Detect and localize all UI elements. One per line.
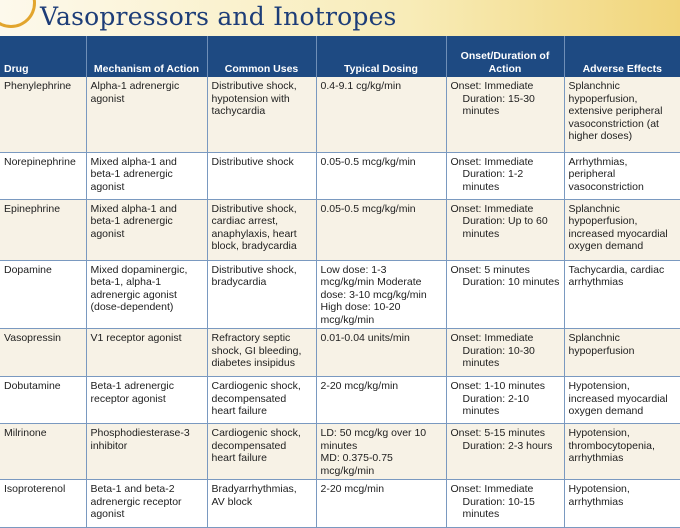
- cell-dosing: 2-20 mcg/min: [316, 480, 446, 528]
- column-header-adverse: Adverse Effects: [564, 36, 680, 77]
- cell-mechanism: Beta-1 adrenergic receptor agonist: [86, 377, 207, 424]
- cell-onset: [446, 199, 564, 260]
- cell-adverse: Tachycardia, cardiac arrhythmias: [564, 260, 680, 329]
- cell-onset: [446, 480, 564, 528]
- cell-drug: Isoproterenol: [0, 480, 86, 528]
- title-bar: [0, 0, 680, 36]
- table-row: [0, 77, 680, 152]
- cell-onset: [446, 152, 564, 199]
- duration-text: Duration: Up to 60 minutes: [462, 215, 548, 240]
- cell-dosing: [316, 424, 446, 480]
- cell-uses: Bradyarrhythmias, AV block: [207, 480, 316, 528]
- cell-onset: [446, 77, 564, 152]
- cell-drug: Phenylephrine: [0, 77, 86, 152]
- cell-adverse: Hypotension, arrhythmias: [564, 480, 680, 528]
- cell-drug: Epinephrine: [0, 199, 86, 260]
- cell-adverse: Splanchnic hypoperfusion, increased myocardial oxygen demand: [564, 199, 680, 260]
- cell-mechanism: Beta-1 and beta-2 adrenergic receptor agonist: [86, 480, 207, 528]
- cell-drug: Norepinephrine: [0, 152, 86, 199]
- cell-uses: Distributive shock, bradycardia: [207, 260, 316, 329]
- table-row: [0, 377, 680, 424]
- cell-dosing: 2-20 mcg/kg/min: [316, 377, 446, 424]
- cell-dosing: 0.4-9.1 cg/kg/min: [316, 77, 446, 152]
- onset-text: Onset: Immediate: [450, 80, 534, 92]
- table-row: [0, 424, 680, 480]
- column-header-uses: Common Uses: [207, 36, 316, 77]
- cell-mechanism: Mixed alpha-1 and beta-1 adrenergic agonist: [86, 152, 207, 199]
- cell-onset: [446, 377, 564, 424]
- cell-drug: Dobutamine: [0, 377, 86, 424]
- cell-drug: Milrinone: [0, 424, 86, 480]
- column-header-dosing: Typical Dosing: [316, 36, 446, 77]
- onset-text: Onset: 5-15 minutes: [450, 427, 546, 439]
- cell-adverse: Hypotension, thrombocytopenia, arrhythmias: [564, 424, 680, 480]
- cell-mechanism: Alpha-1 adrenergic agonist: [86, 77, 207, 152]
- decorative-swoosh: [0, 0, 36, 28]
- cell-onset: [446, 329, 564, 377]
- duration-text: Duration: 2-3 hours: [462, 439, 553, 452]
- cell-uses: Distributive shock, cardiac arrest, anaphylaxis, heart block, bradycardia: [207, 199, 316, 260]
- table-row: [0, 480, 680, 528]
- table-row: [0, 152, 680, 199]
- cell-adverse: Splanchnic hypoperfusion: [564, 329, 680, 377]
- table-row: [0, 329, 680, 377]
- cell-uses: Distributive shock: [207, 152, 316, 199]
- cell-uses: Distributive shock, hypotension with tachycardia: [207, 77, 316, 152]
- onset-text: Onset: 5 minutes: [450, 263, 530, 276]
- duration-text: Duration: 10-30 minutes: [462, 344, 535, 369]
- cell-onset: [446, 260, 564, 329]
- cell-uses: Cardiogenic shock, decompensated heart failure: [207, 424, 316, 480]
- onset-text: Onset: Immediate: [450, 483, 534, 495]
- duration-text: Duration: 10 minutes: [462, 276, 560, 288]
- table-header-row: [0, 36, 680, 77]
- cell-drug: Dopamine: [0, 260, 86, 329]
- onset-text: Onset: 1-10 minutes: [450, 380, 546, 392]
- page-title: Vasopressors and Inotropes: [40, 2, 397, 31]
- cell-mechanism: Phosphodiesterase-3 inhibitor: [86, 424, 207, 480]
- cell-adverse: Hypotension, increased myocardial oxygen demand: [564, 377, 680, 424]
- column-header-onset: Onset/Duration of Action: [446, 36, 564, 77]
- cell-dosing: Low dose: 1-3 mcg/kg/min Moderate dose: 3-10 mcg/kg/min High dose: 10-20 mcg/kg/min: [316, 260, 446, 329]
- duration-text: Duration: 15-30 minutes: [462, 92, 535, 117]
- dosing-maintenance-text: MD: 0.375-0.75 mcg/kg/min: [320, 452, 393, 477]
- cell-mechanism: Mixed alpha-1 and beta-1 adrenergic agonist: [86, 199, 207, 260]
- table-container: [0, 36, 680, 520]
- table-row: [0, 199, 680, 260]
- cell-drug: Vasopressin: [0, 329, 86, 377]
- drug-table: [0, 36, 680, 528]
- cell-onset: [446, 424, 564, 480]
- dosing-loading-text: LD: 50 mcg/kg over 10 minutes: [320, 427, 427, 452]
- cell-dosing: 0.05-0.5 mcg/kg/min: [316, 199, 446, 260]
- duration-text: Duration: 10-15 minutes: [462, 495, 535, 520]
- duration-text: Duration: 1-2 minutes: [462, 168, 524, 193]
- cell-dosing: 0.05-0.5 mcg/kg/min: [316, 152, 446, 199]
- onset-text: Onset: Immediate: [450, 202, 534, 215]
- cell-mechanism: Mixed dopaminergic, beta-1, alpha-1 adrenergic agonist (dose-dependent): [86, 260, 207, 329]
- column-header-mechanism: Mechanism of Action: [86, 36, 207, 77]
- table-row: [0, 260, 680, 329]
- cell-adverse: Arrhythmias, peripheral vasoconstriction: [564, 152, 680, 199]
- cell-mechanism: V1 receptor agonist: [86, 329, 207, 377]
- cell-uses: Cardiogenic shock, decompensated heart failure: [207, 377, 316, 424]
- onset-text: Onset: Immediate: [450, 332, 534, 344]
- onset-text: Onset: Immediate: [450, 155, 534, 168]
- cell-uses: Refractory septic shock, GI bleeding, diabetes insipidus: [207, 329, 316, 377]
- cell-adverse: Splanchnic hypoperfusion, extensive peripheral vasoconstriction (at higher doses): [564, 77, 680, 152]
- duration-text: Duration: 2-10 minutes: [462, 392, 530, 417]
- cell-dosing: 0.01-0.04 units/min: [316, 329, 446, 377]
- column-header-drug: Drug: [0, 36, 86, 77]
